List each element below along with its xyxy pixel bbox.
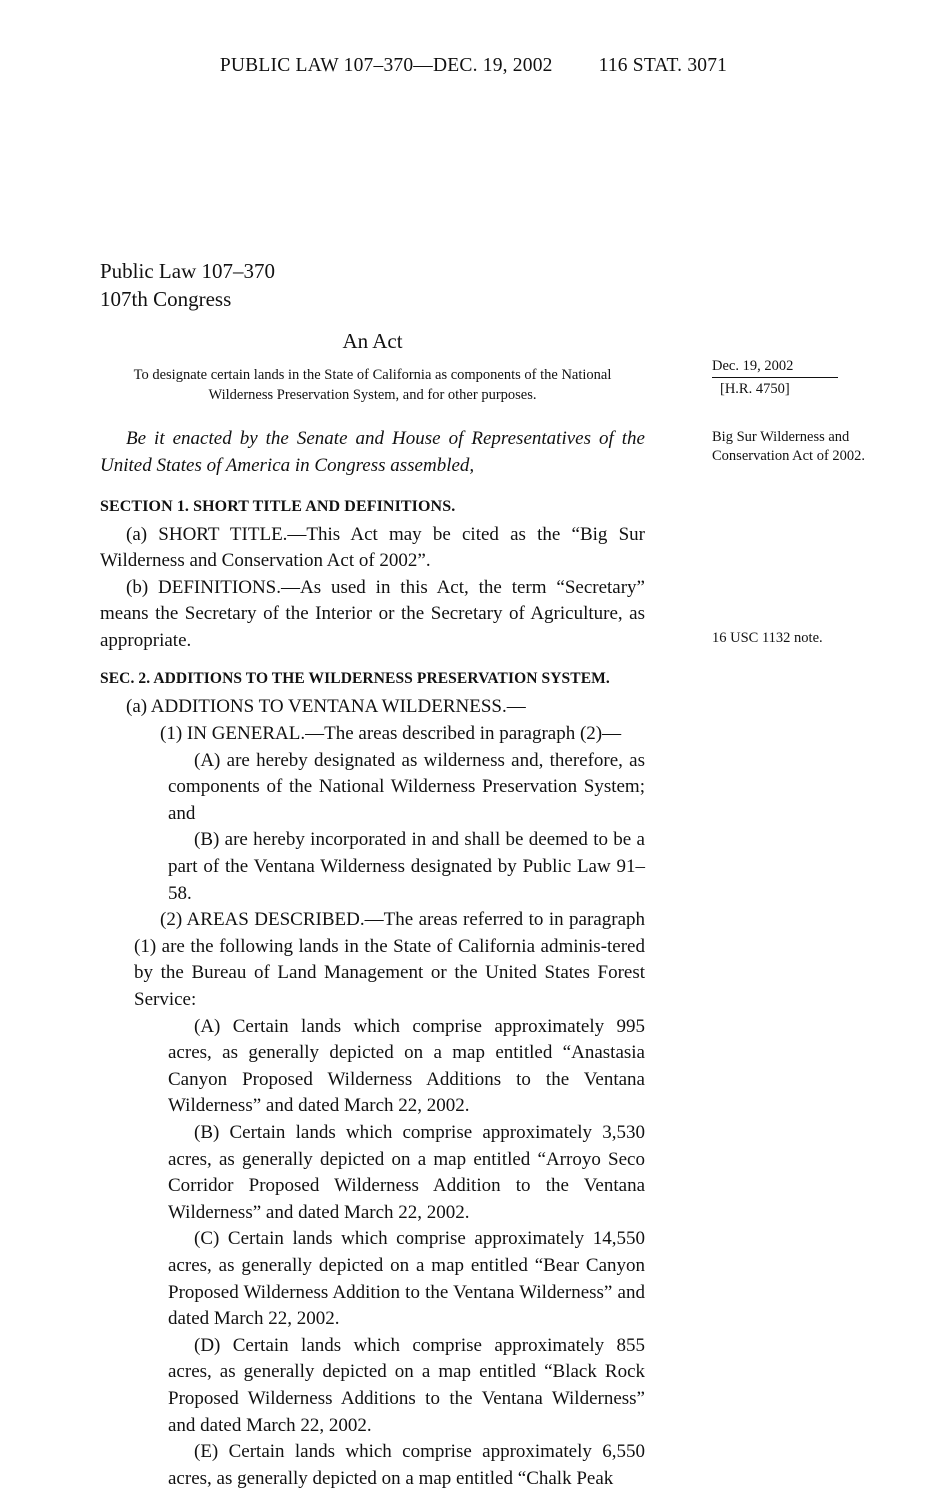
margin-note-date-block	[712, 358, 892, 398]
margin-note-rule	[712, 377, 838, 378]
running-head-left: PUBLIC LAW 107–370—DEC. 19, 2002	[219, 55, 553, 76]
section-1-subsection-b: (b) DEFINITIONS.—As used in this Act, the term “Secretary” means the Secretary of the Interior or the Secretary of Agriculture, as appropriate.	[100, 576, 645, 651]
section-2-a-1: (1) IN GENERAL.—The areas described in paragraph (2)—	[160, 723, 622, 745]
section-2-a-1-B: (B) are hereby incorporated in and shall be deemed to be a part of the Ventana Wilderness designated by Public Law 91–58.	[168, 829, 645, 904]
an-act-heading: An Act	[342, 329, 403, 354]
section-2-a-2-A: (A) Certain lands which comprise approximately 995 acres, as generally depicted on a map entitled “Anastasia Canyon Proposed Wilderness Additions to the Ventana Wilderness” and dated March 22, 2002.	[168, 1015, 645, 1117]
section-1-heading: SECTION 1. SHORT TITLE AND DEFINITIONS.	[100, 497, 456, 515]
congress-number: 107th Congress	[100, 286, 232, 311]
section-2-heading: SEC. 2. ADDITIONS TO THE WILDERNESS PRESERVATION SYSTEM.	[100, 670, 610, 688]
public-law-number: Public Law 107–370	[100, 259, 275, 283]
running-head-right: 116 STAT. 3071	[598, 55, 728, 76]
section-2-a-2-B: (B) Certain lands which comprise approximately 3,530 acres, as generally depicted on a map entitled “Arroyo Seco Corridor Proposed Wilderness Addition to the Ventana Wilderness” and dated March 22, 2002.	[168, 1121, 645, 1223]
text-column	[100, 258, 645, 1492]
long-title: To designate certain lands in the State of California as components of the National Wilderness Preservation System, and for other purposes.	[133, 367, 612, 403]
section-1-subsection-a: (a) SHORT TITLE.—This Act may be cited as the “Big Sur Wilderness and Conservation Act of 2002”.	[100, 523, 645, 572]
section-2-a-2-C: (C) Certain lands which comprise approximately 14,550 acres, as generally depicted on a map entitled “Bear Canyon Proposed Wilderness Addition to the Ventana Wilderness” and dated March 22, 2002.	[168, 1228, 645, 1330]
section-2-a-2-E: (E) Certain lands which comprise approximately 6,550 acres, as generally depicted on a map entitled “Chalk Peak	[168, 1441, 645, 1489]
section-2-subsection-a: (a) ADDITIONS TO VENTANA WILDERNESS.—	[126, 696, 526, 718]
running-head	[0, 55, 947, 77]
section-2-a-2: (2) AREAS DESCRIBED.—The areas referred to in paragraph (1) are the following lands in the State of California adminis-tered by the Bureau of Land Management or the United States Forest Service:	[134, 909, 645, 1010]
section-2-a-2-D: (D) Certain lands which comprise approximately 855 acres, as generally depicted on a map entitled “Black Rock Proposed Wilderness Additions to the Ventana Wilderness” and dated March 22, 2002.	[168, 1334, 645, 1436]
margin-note-short-title: Big Sur Wilderness and Conservation Act of 2002.	[712, 429, 866, 464]
section-2-a-1-A: (A) are hereby designated as wilderness and, therefore, as components of the National Wilderness Preservation System; and	[168, 749, 645, 824]
margin-note-usc: 16 USC 1132 note.	[712, 630, 823, 646]
enacting-clause: Be it enacted by the Senate and House of Representatives of the United States of America in Congress assembled,	[100, 427, 645, 476]
margin-note-date: Dec. 19, 2002	[712, 358, 794, 374]
margin-note-bill-number: [H.R. 4750]	[720, 381, 790, 397]
